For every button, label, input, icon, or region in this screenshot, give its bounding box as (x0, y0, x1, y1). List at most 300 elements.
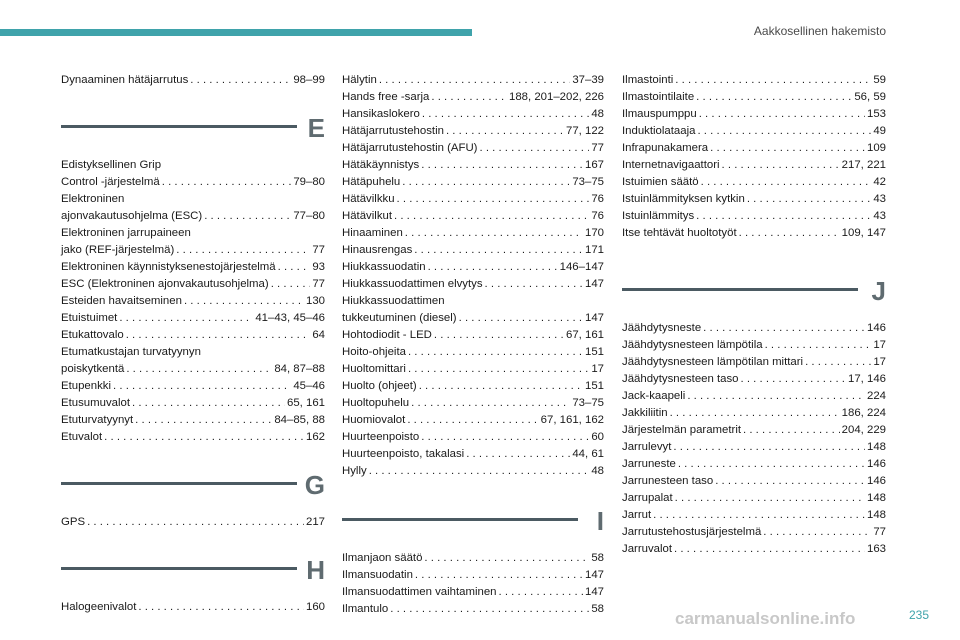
section-rule (61, 482, 297, 485)
dot-leader (697, 123, 871, 140)
index-term: Jarruneste (622, 458, 676, 470)
index-pages: 163 (866, 543, 886, 555)
dot-leader (696, 208, 871, 225)
index-pages: 162 (305, 431, 325, 443)
dot-leader (419, 378, 583, 395)
index-entry (622, 405, 886, 422)
index-term: Jarrunesteen taso (622, 475, 714, 487)
dot-leader (763, 524, 871, 541)
index-pages: 76 (591, 193, 604, 205)
index-pages: 147 (584, 586, 604, 598)
section-letter: E (307, 113, 325, 143)
index-group (61, 514, 325, 531)
index-pages: 204, 229 (841, 424, 886, 436)
index-term: Istuinlämmityksen kytkin (622, 193, 745, 205)
index-entry (61, 276, 325, 293)
index-pages: 160 (305, 601, 325, 613)
index-entry (61, 361, 325, 378)
dot-leader (699, 106, 865, 123)
index-entry (342, 242, 604, 259)
index-entry (622, 225, 886, 242)
index-entry (342, 259, 604, 276)
index-entry-line: Elektroninen (61, 193, 125, 205)
dot-leader (87, 514, 304, 531)
index-pages: 147 (584, 569, 604, 581)
dot-leader (678, 456, 865, 473)
index-term: Hiukkassuodattimen elvytys (342, 278, 483, 290)
index-entry (61, 72, 325, 89)
index-entry (622, 354, 886, 371)
dot-leader (414, 242, 583, 259)
index-term: Huurteenpoisto, takalasi (342, 448, 465, 460)
index-term: Etuistuimet (61, 312, 118, 324)
index-term: Hätävilkku (342, 193, 395, 205)
section-letter: G (304, 470, 325, 500)
index-entry (622, 490, 886, 507)
index-entry (342, 395, 604, 412)
index-entry (342, 344, 604, 361)
index-entry (61, 174, 325, 191)
index-entry (61, 327, 325, 344)
index-term: Hinaaminen (342, 227, 403, 239)
index-group (342, 550, 604, 618)
index-term: Jarrutustehostusjärjestelmä (622, 526, 762, 538)
index-entry (61, 378, 325, 395)
dot-leader (715, 473, 865, 490)
dot-leader (424, 550, 589, 567)
section-letter: J (871, 276, 886, 306)
index-group (61, 157, 325, 446)
index-term: Huomiovalot (342, 414, 406, 426)
index-term: Jäähdytysnesteen taso (622, 373, 739, 385)
index-term: Jack-kaapeli (622, 390, 686, 402)
index-pages: 41–43, 45–46 (255, 312, 325, 324)
dot-leader (407, 412, 538, 429)
watermark: carmanualsonline.info (675, 609, 856, 628)
index-term: Elektroninen käynnistyksenestojärjestelmä (61, 261, 276, 273)
index-entry (622, 123, 886, 140)
dot-leader (113, 378, 291, 395)
index-entry (61, 259, 325, 276)
index-term: Jarrupalat (622, 492, 673, 504)
dot-leader (397, 191, 590, 208)
index-term: Hylly (342, 465, 367, 477)
index-pages: 153 (866, 108, 886, 120)
index-pages: 44, 61 (572, 448, 604, 460)
index-term: Etukattovalo (61, 329, 124, 341)
index-entry (342, 123, 604, 140)
index-pages: 37–39 (572, 74, 604, 86)
index-entry (61, 412, 325, 429)
dot-leader (722, 157, 840, 174)
index-pages: 130 (305, 295, 325, 307)
index-pages: 17, 146 (847, 373, 886, 385)
index-pages: 77 (591, 142, 604, 154)
dot-leader (204, 208, 291, 225)
index-entry (342, 106, 604, 123)
index-term: Etuturvatyynyt (61, 414, 134, 426)
index-term: Huurteenpoisto (342, 431, 420, 443)
dot-leader (190, 72, 291, 89)
section-rule (622, 288, 858, 291)
index-term: Hätäkäynnistys (342, 159, 420, 171)
index-pages: 58 (591, 603, 604, 615)
index-pages: 98–99 (293, 74, 325, 86)
index-pages: 42 (873, 176, 886, 188)
dot-leader (701, 174, 872, 191)
dot-leader (747, 191, 872, 208)
index-entry (61, 293, 325, 310)
index-pages: 56, 59 (854, 91, 886, 103)
index-pages: 217 (305, 516, 325, 528)
index-entry (342, 191, 604, 208)
dot-leader (132, 395, 285, 412)
index-pages: 167 (584, 159, 604, 171)
section-header-e (61, 105, 325, 149)
index-pages: 48 (591, 465, 604, 477)
index-pages: 77–80 (293, 210, 325, 222)
dot-leader (499, 584, 583, 601)
index-term: Järjestelmän parametrit (622, 424, 742, 436)
index-term: Itse tehtävät huoltotyöt (622, 227, 737, 239)
index-term: Jäähdytysnesteen lämpötila (622, 339, 763, 351)
index-term: Hansikaslokero (342, 108, 420, 120)
dot-leader (369, 463, 590, 480)
index-pages: 217, 221 (841, 159, 886, 171)
index-pages: 170 (584, 227, 604, 239)
index-term: Hinausrengas (342, 244, 413, 256)
index-term: Hätäpuhelu (342, 176, 401, 188)
dot-leader (431, 89, 507, 106)
index-entry (622, 72, 886, 89)
dot-leader (135, 412, 272, 429)
index-entry (622, 507, 886, 524)
dot-leader (674, 541, 865, 558)
dot-leader (765, 337, 872, 354)
index-pages: 224 (866, 390, 886, 402)
index-entry (342, 429, 604, 446)
index-pages: 60 (591, 431, 604, 443)
index-pages: 48 (591, 108, 604, 120)
index-column-3 (622, 72, 886, 558)
index-group (622, 320, 886, 558)
index-entry (342, 412, 604, 429)
section-rule (342, 518, 578, 521)
dot-leader (670, 405, 840, 422)
index-entry (61, 242, 325, 259)
dot-leader (176, 242, 310, 259)
index-pages: 171 (584, 244, 604, 256)
dot-leader (138, 599, 304, 616)
index-term: Internetnavigaattori (622, 159, 720, 171)
section-header-h (61, 547, 325, 591)
index-term: Ilmastointi (622, 74, 674, 86)
index-entry (622, 157, 886, 174)
section-header-j (622, 268, 886, 312)
index-entry (342, 378, 604, 395)
index-pages: 148 (866, 492, 886, 504)
dot-leader (479, 140, 589, 157)
index-term: Jarrut (622, 509, 652, 521)
index-term: tukkeutuminen (diesel) (342, 312, 457, 324)
index-entry (61, 429, 325, 446)
index-pages: 59 (873, 74, 886, 86)
index-term: Huoltopuhelu (342, 397, 410, 409)
index-entry (622, 106, 886, 123)
index-entry (342, 327, 604, 344)
index-group (622, 72, 886, 242)
index-term: Istuimien säätö (622, 176, 699, 188)
index-term: Hätävilkut (342, 210, 393, 222)
dot-leader (162, 174, 292, 191)
index-entry (342, 601, 604, 618)
dot-leader (446, 123, 564, 140)
index-entry (622, 89, 886, 106)
index-term: poiskytkentä (61, 363, 125, 375)
index-pages: 146 (866, 322, 886, 334)
index-entry (342, 567, 604, 584)
index-entry (622, 388, 886, 405)
index-pages: 58 (591, 552, 604, 564)
index-pages: 77 (873, 526, 886, 538)
index-entry (342, 72, 604, 89)
index-group (342, 72, 604, 480)
index-term: Ilmansuodatin (342, 569, 413, 581)
index-term: Jarruvalot (622, 543, 673, 555)
index-entry-line: Hiukkassuodattimen (342, 295, 445, 307)
index-term: Halogeenivalot (61, 601, 137, 613)
index-pages: 17 (591, 363, 604, 375)
index-pages: 148 (866, 441, 886, 453)
index-entry-line: Elektroninen jarrupaineen (61, 227, 191, 239)
index-pages: 77 (312, 278, 325, 290)
dot-leader (428, 259, 558, 276)
index-term: jako (REF-järjestelmä) (61, 244, 175, 256)
index-pages: 43 (873, 210, 886, 222)
index-entry (342, 89, 604, 106)
index-pages: 151 (584, 346, 604, 358)
dot-leader (466, 446, 570, 463)
section-rule (61, 567, 297, 570)
index-entry (622, 174, 886, 191)
index-pages: 45–46 (293, 380, 325, 392)
dot-leader (741, 371, 846, 388)
index-entry (622, 456, 886, 473)
index-term: Ilmanjaon säätö (342, 552, 423, 564)
index-term: ajonvakautusohjelma (ESC) (61, 210, 203, 222)
index-term: Jäähdytysnesteen lämpötilan mittari (622, 356, 804, 368)
dot-leader (271, 276, 311, 293)
index-entry (342, 584, 604, 601)
dot-leader (696, 89, 852, 106)
index-pages: 73–75 (572, 397, 604, 409)
index-entry (622, 191, 886, 208)
index-entry (622, 208, 886, 225)
index-entry (622, 439, 886, 456)
index-pages: 109 (866, 142, 886, 154)
dot-leader (485, 276, 583, 293)
section-header-i (342, 498, 604, 542)
index-entry (622, 140, 886, 157)
dot-leader (415, 567, 583, 584)
index-term: Hoito-ohjeita (342, 346, 406, 358)
index-entry (342, 446, 604, 463)
dot-leader (394, 208, 589, 225)
dot-leader (411, 395, 570, 412)
index-term: Induktiolataaja (622, 125, 696, 137)
index-pages: 43 (873, 193, 886, 205)
index-pages: 73–75 (572, 176, 604, 188)
index-entry-line: Edistyksellinen Grip (61, 159, 162, 171)
dot-leader (675, 72, 871, 89)
dot-leader (402, 174, 570, 191)
index-pages: 147 (584, 312, 604, 324)
dot-leader (126, 361, 272, 378)
index-entry (61, 599, 325, 616)
index-pages: 186, 224 (841, 407, 886, 419)
dot-leader (703, 320, 865, 337)
dot-leader (390, 601, 589, 618)
index-pages: 151 (584, 380, 604, 392)
dot-leader (126, 327, 311, 344)
index-entry (342, 140, 604, 157)
page-header-title: Aakkosellinen hakemisto (753, 24, 886, 38)
index-pages: 146 (866, 475, 886, 487)
dot-leader (653, 507, 865, 524)
index-entry (622, 371, 886, 388)
index-entry (61, 208, 325, 225)
index-term: Etuvalot (61, 431, 103, 443)
dot-leader (675, 490, 865, 507)
index-entry (622, 524, 886, 541)
index-pages: 49 (873, 125, 886, 137)
index-term: Etusumuvalot (61, 397, 131, 409)
index-term: Istuinlämmitys (622, 210, 695, 222)
page-number: 235 (908, 608, 929, 622)
index-group (61, 72, 325, 89)
dot-leader (408, 344, 583, 361)
index-pages: 77 (312, 244, 325, 256)
index-entry (342, 361, 604, 378)
index-entry (342, 157, 604, 174)
index-entry (61, 395, 325, 412)
index-entry (622, 422, 886, 439)
index-pages: 188, 201–202, 226 (508, 91, 604, 103)
index-column-1 (61, 72, 325, 616)
index-term: Ilmansuodattimen vaihtaminen (342, 586, 497, 598)
index-term: Hälytin (342, 74, 377, 86)
index-term: Hands free -sarja (342, 91, 430, 103)
dot-leader (278, 259, 311, 276)
index-term: Jarrulevyt (622, 441, 672, 453)
index-pages: 67, 161, 162 (540, 414, 604, 426)
index-pages: 84, 87–88 (274, 363, 325, 375)
index-term: ESC (Elektroninen ajonvakautusohjelma) (61, 278, 269, 290)
index-entry (342, 463, 604, 480)
section-letter: H (306, 555, 325, 585)
index-pages: 146–147 (559, 261, 604, 273)
index-term: Hätäjarrutustehostin (342, 125, 444, 137)
index-pages: 109, 147 (841, 227, 886, 239)
index-pages: 76 (591, 210, 604, 222)
index-entry-line: Etumatkustajan turvatyynyn (61, 346, 201, 358)
dot-leader (805, 354, 871, 371)
section-header-g (61, 462, 325, 506)
index-term: GPS (61, 516, 86, 528)
index-term: Control -järjestelmä (61, 176, 160, 188)
dot-leader (421, 429, 589, 446)
index-pages: 147 (584, 278, 604, 290)
index-entry (342, 550, 604, 567)
index-term: Ilmauspumppu (622, 108, 697, 120)
dot-leader (184, 293, 304, 310)
index-term: Huolto (ohjeet) (342, 380, 417, 392)
index-pages: 93 (312, 261, 325, 273)
dot-leader (422, 106, 589, 123)
section-letter: I (596, 506, 604, 536)
index-entry (61, 514, 325, 531)
index-term: Dynaaminen hätäjarrutus (61, 74, 189, 86)
index-entry (622, 337, 886, 354)
index-entry (342, 208, 604, 225)
index-entry (342, 276, 604, 293)
dot-leader (379, 72, 570, 89)
index-term: Jakkiliitin (622, 407, 668, 419)
index-entry (622, 541, 886, 558)
index-group (61, 599, 325, 616)
index-pages: 79–80 (293, 176, 325, 188)
index-pages: 77, 122 (565, 125, 604, 137)
index-term: Hätäjarrutustehostin (AFU) (342, 142, 478, 154)
index-entry (622, 473, 886, 490)
index-term: Ilmantulo (342, 603, 389, 615)
index-pages: 65, 161 (286, 397, 325, 409)
index-pages: 17 (873, 356, 886, 368)
index-term: Ilmastointilaite (622, 91, 695, 103)
index-entry (342, 174, 604, 191)
index-pages: 17 (873, 339, 886, 351)
dot-leader (408, 361, 589, 378)
dot-leader (687, 388, 865, 405)
index-pages: 84–85, 88 (274, 414, 325, 426)
index-column-2 (342, 72, 604, 618)
index-term: Etupenkki (61, 380, 112, 392)
dot-leader (459, 310, 583, 327)
dot-leader (743, 422, 840, 439)
index-term: Jäähdytysneste (622, 322, 702, 334)
section-rule (61, 125, 297, 128)
index-entry (61, 310, 325, 327)
dot-leader (434, 327, 564, 344)
dot-leader (739, 225, 840, 242)
index-term: Esteiden havaitseminen (61, 295, 182, 307)
index-term: Huoltomittari (342, 363, 406, 375)
index-term: Infrapunakamera (622, 142, 709, 154)
index-term: Hohtodiodit - LED (342, 329, 432, 341)
index-pages: 64 (312, 329, 325, 341)
index-term: Hiukkassuodatin (342, 261, 426, 273)
dot-leader (405, 225, 583, 242)
dot-leader (104, 429, 304, 446)
dot-leader (119, 310, 253, 327)
index-pages: 148 (866, 509, 886, 521)
index-entry (342, 225, 604, 242)
header-accent-bar (0, 29, 472, 36)
index-pages: 146 (866, 458, 886, 470)
dot-leader (421, 157, 583, 174)
index-entry (622, 320, 886, 337)
index-pages: 67, 161 (565, 329, 604, 341)
